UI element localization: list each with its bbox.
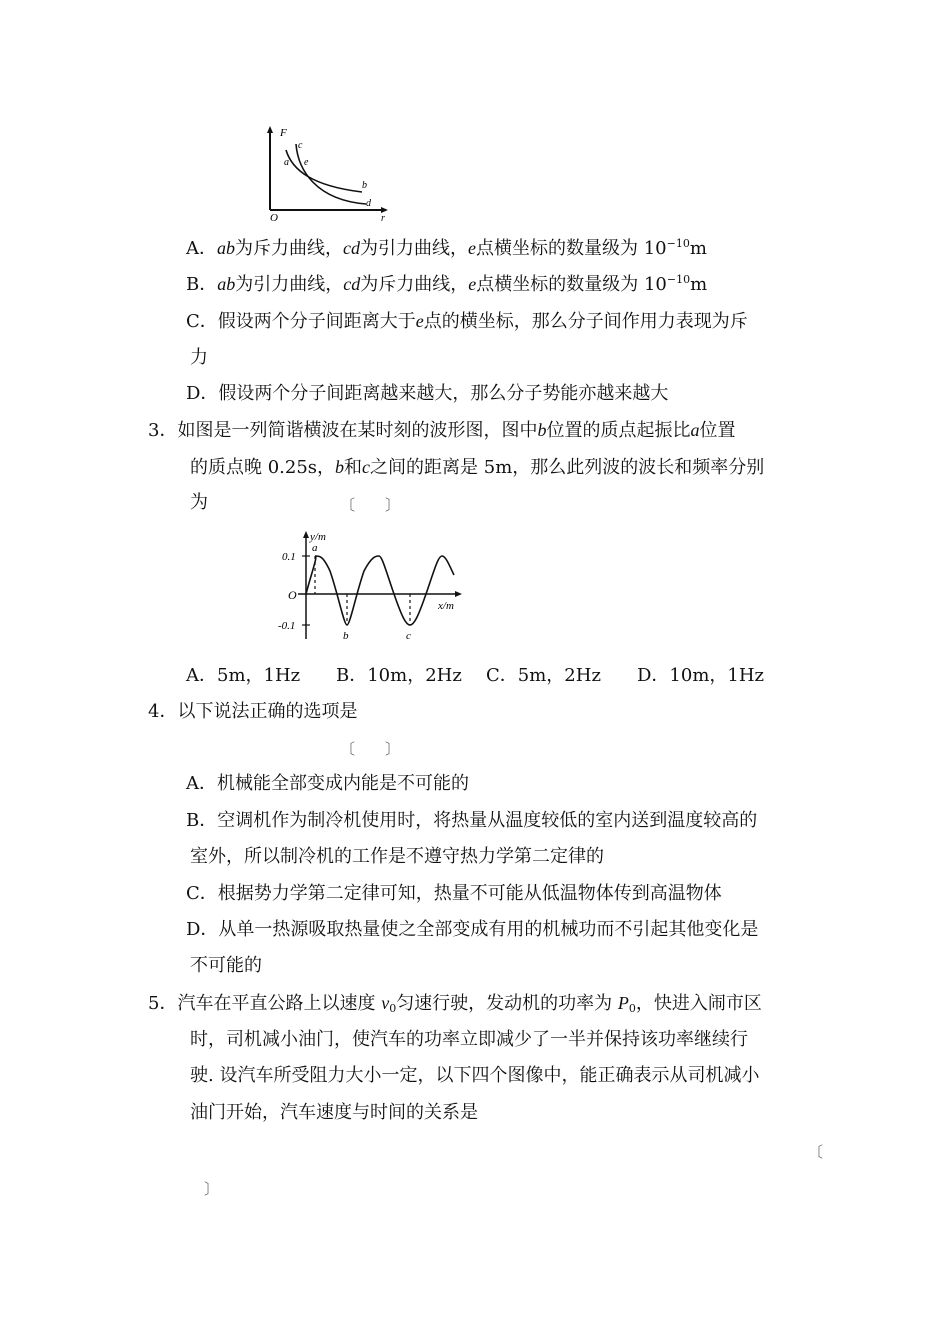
var: ab: [217, 274, 236, 294]
text: 位置的质点起振比: [546, 420, 691, 441]
var: b: [335, 457, 345, 477]
var: ab: [217, 238, 235, 258]
wave-x-label: x/m: [438, 600, 454, 612]
q3-option-a: A．5m，1Hz: [186, 665, 301, 686]
q3-answer-bracket: 〔 〕: [340, 496, 401, 514]
q4-option-a: A．机械能全部变成内能是不可能的: [186, 773, 469, 794]
figure-label-c: c: [298, 140, 303, 151]
wave-y-pos-tick: 0.1: [282, 551, 296, 563]
q3-stem-line2: [190, 456, 764, 479]
var: cd: [343, 238, 360, 258]
var: c: [362, 457, 371, 477]
text: 点横坐标的数量级为 10: [476, 238, 667, 259]
text: 为引力曲线，: [360, 238, 468, 259]
text: C．假设两个分子间距离大于: [186, 311, 416, 332]
var: b: [537, 420, 547, 440]
q4-answer-bracket: 〔 〕: [340, 740, 401, 758]
text: 点的横坐标，那么分子间作用力表现为斥: [423, 311, 748, 332]
q5-stem-line1: [148, 992, 762, 1015]
wave-y-neg-tick: -0.1: [278, 620, 296, 632]
text: 3．如图是一列简谐横波在某时刻的波形图，图中: [148, 420, 538, 441]
q5-stem-line2: 时，司机减小油门，使汽车的功率立即减少了一半并保持该功率继续行: [190, 1029, 748, 1050]
q3-stem-line1: [148, 419, 735, 442]
text: B．: [186, 274, 218, 295]
figure-label-o: O: [270, 212, 278, 222]
q5-stem-line3: 驶. 设汽车所受阻力大小一定，以下四个图像中，能正确表示从司机减小: [190, 1065, 760, 1086]
text: m: [689, 238, 707, 259]
exponent: −10: [666, 237, 690, 250]
q3-option-d: D．10m，1Hz: [637, 665, 765, 686]
text: 和: [344, 457, 363, 478]
q4-option-d-cont: 不可能的: [190, 955, 262, 976]
figure-label-a: a: [284, 157, 289, 168]
text: 匀速行驶，发动机的功率为: [396, 993, 618, 1014]
wave-point-a: a: [312, 542, 318, 554]
var: e: [468, 274, 477, 294]
figure-label-r: r: [381, 213, 385, 222]
text: 5．汽车在平直公路上以速度: [148, 993, 382, 1014]
q2-option-c: [186, 310, 748, 333]
text: 为引力曲线，: [235, 274, 344, 295]
exponent: −10: [666, 273, 691, 286]
wave-figure: [268, 527, 468, 645]
var: P: [617, 993, 629, 1013]
text: 之间的距离是 5m，那么此列波的波长和频率分别: [370, 457, 765, 478]
figure-label-b: b: [362, 180, 367, 191]
subscript: 0: [389, 1002, 397, 1015]
q4-option-b-cont: 室外，所以制冷机的工作是不遵守热力学第二定律的: [190, 846, 604, 867]
q4-option-b: B．空调机作为制冷机使用时，将热量从温度较低的室内送到温度较高的: [186, 810, 758, 831]
q3-stem-line3: 为: [190, 492, 208, 513]
q2-option-c-cont: 力: [190, 347, 208, 368]
wave-y-label: y/m: [310, 531, 326, 543]
var: a: [690, 420, 700, 440]
q5-bracket-close: 〕: [204, 1180, 220, 1198]
molecular-force-figure: [262, 122, 392, 222]
q2-option-a: [186, 237, 707, 260]
q3-option-b: B．10m，2Hz: [336, 665, 462, 686]
text: A．: [186, 238, 217, 259]
text: 为斥力曲线，: [360, 274, 469, 295]
var: v: [381, 993, 390, 1013]
q2-option-b: [186, 273, 707, 296]
var: e: [415, 311, 424, 331]
q4-option-c: C．根据势力学第二定律可知，热量不可能从低温物体传到高温物体: [186, 883, 722, 904]
q2-option-d: D．假设两个分子间距离越来越大，那么分子势能亦越来越大: [186, 383, 669, 404]
q4-option-d: D．从单一热源吸取热量使之全部变成有用的机械功而不引起其他变化是: [186, 919, 759, 940]
text: 为斥力曲线，: [235, 238, 343, 259]
wave-point-b: b: [343, 630, 349, 642]
text: m: [690, 274, 708, 295]
var: cd: [343, 274, 361, 294]
q3-option-c: C．5m，2Hz: [486, 665, 601, 686]
q5-bracket-open: 〔: [808, 1143, 824, 1161]
text: 点横坐标的数量级为 10: [476, 274, 667, 295]
figure-label-f: F: [280, 127, 287, 139]
figure-label-e: e: [304, 157, 309, 168]
var: e: [468, 238, 476, 258]
wave-point-c: c: [406, 630, 411, 642]
q5-stem-line4: 油门开始，汽车速度与时间的关系是: [190, 1102, 478, 1123]
subscript: 0: [628, 1002, 636, 1015]
text: 的质点晚 0.25s，: [190, 457, 336, 478]
text: ，快进入闹市区: [635, 993, 762, 1014]
q4-stem: 4．以下说法正确的选项是: [148, 701, 358, 722]
text: 位置: [699, 420, 736, 441]
figure-label-d: d: [366, 198, 371, 209]
wave-origin: O: [288, 588, 297, 602]
